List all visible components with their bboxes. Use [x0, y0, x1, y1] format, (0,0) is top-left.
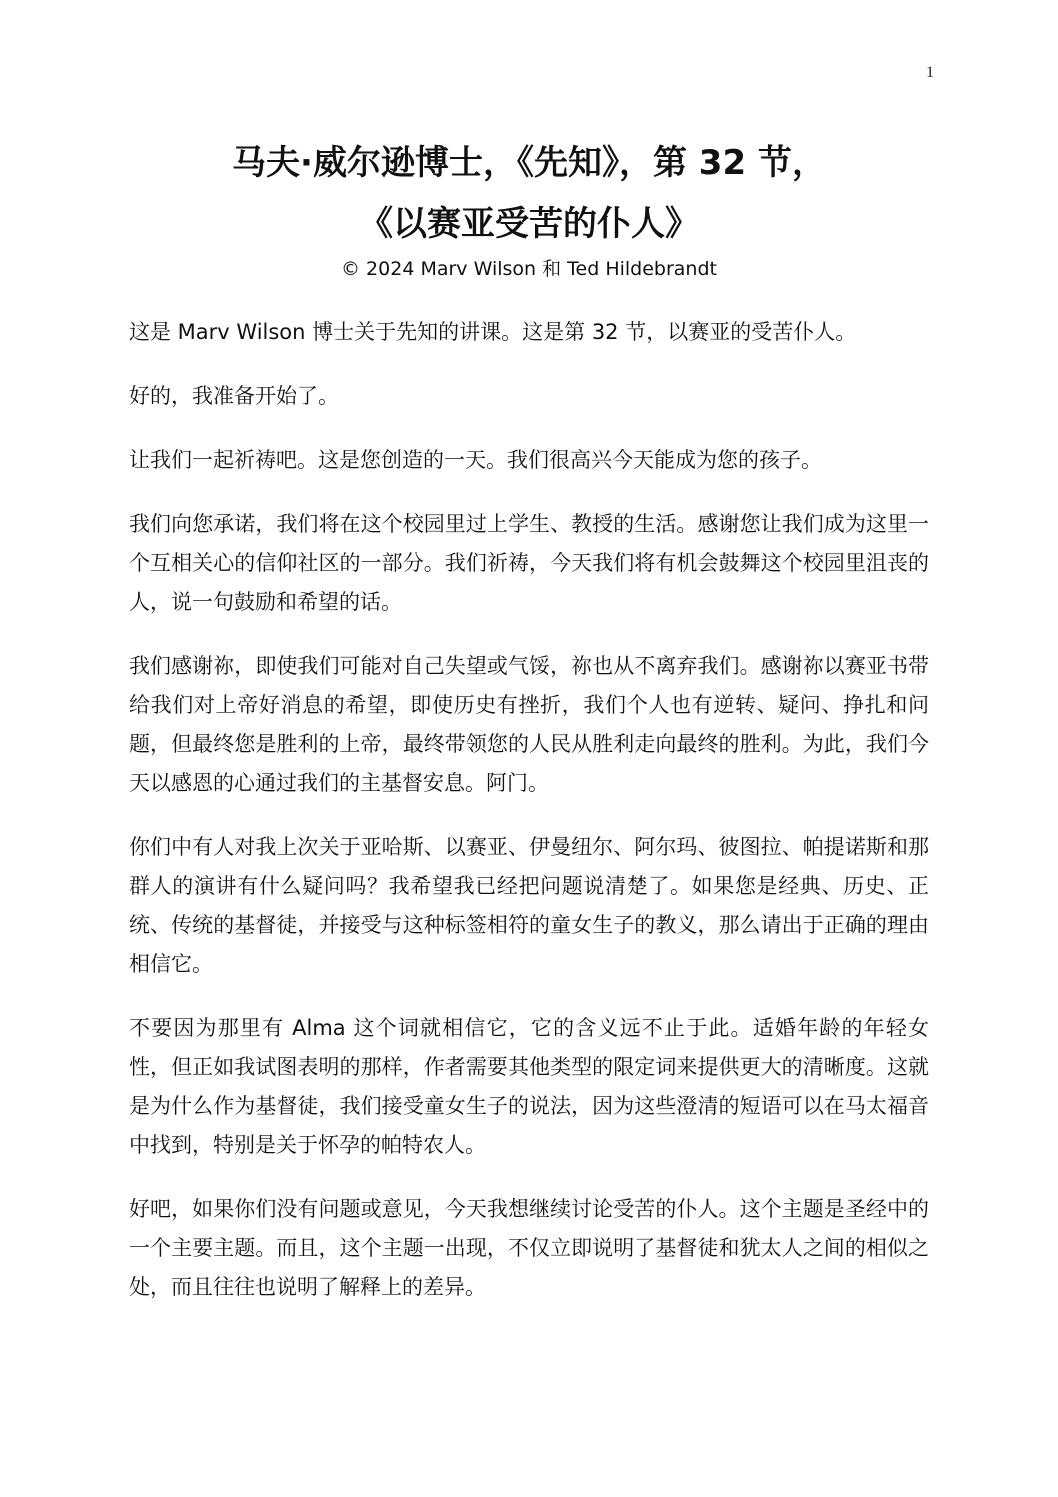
paragraph: 好的，我准备开始了。: [129, 384, 339, 408]
page-number: 1: [926, 64, 934, 81]
title-line-1: 马夫·威尔逊博士，《先知》，第 32 节，: [232, 143, 826, 183]
copyright-line: © 2024 Marv Wilson 和 Ted Hildebrandt: [341, 258, 717, 280]
paragraph: 我们感谢祢，即使我们可能对自己失望或气馁，祢也从不离弃我们。感谢祢以赛亚书带给我们对上帝好消息的希望，即使历史有挫折，我们个人也有逆转、疑问、挣扎和问题，但最终您是胜利的上帝，最终带领您的人民从胜利走向最终的胜利。为此，我们今天以感恩的心通过我们的主基督安息。阿门。: [129, 654, 929, 795]
body-text: [129, 313, 929, 1332]
title-line-2: 《以赛亚受苦的仆人》: [359, 204, 699, 244]
paragraph: 不要因为那里有 Alma 这个词就相信它，它的含义远不止于此。适婚年龄的年轻女性，但正如我试图表明的那样，作者需要其他类型的限定词来提供更大的清晰度。这就是为什么作为基督徒，我们接受童女生子的说法，因为这些澄清的短语可以在马太福音中找到，特别是关于怀孕的帕特农人。: [129, 1016, 929, 1157]
paragraph: 这是 Marv Wilson 博士关于先知的讲课。这是第 32 节，以赛亚的受苦仆人。: [129, 320, 857, 344]
paragraph: 我们向您承诺，我们将在这个校园里过上学生、教授的生活。感谢您让我们成为这里一个互相关心的信仰社区的一部分。我们祈祷，今天我们将有机会鼓舞这个校园里沮丧的人，说一句鼓励和希望的话。: [129, 512, 929, 614]
paragraph: 好吧，如果你们没有问题或意见，今天我想继续讨论受苦的仆人。这个主题是圣经中的一个主要主题。而且，这个主题一出现，不仅立即说明了基督徒和犹太人之间的相似之处，而且往往也说明了解释上的差异。: [129, 1197, 929, 1299]
paragraph: 你们中有人对我上次关于亚哈斯、以赛亚、伊曼纽尔、阿尔玛、彼图拉、帕提诺斯和那群人的演讲有什么疑问吗？我希望我已经把问题说清楚了。如果您是经典、历史、正统、传统的基督徒，并接受与这种标签相符的童女生子的教义，那么请出于正确的理由相信它。: [129, 835, 929, 976]
paragraph: 让我们一起祈祷吧。这是您创造的一天。我们很高兴今天能成为您的孩子。: [129, 448, 822, 472]
